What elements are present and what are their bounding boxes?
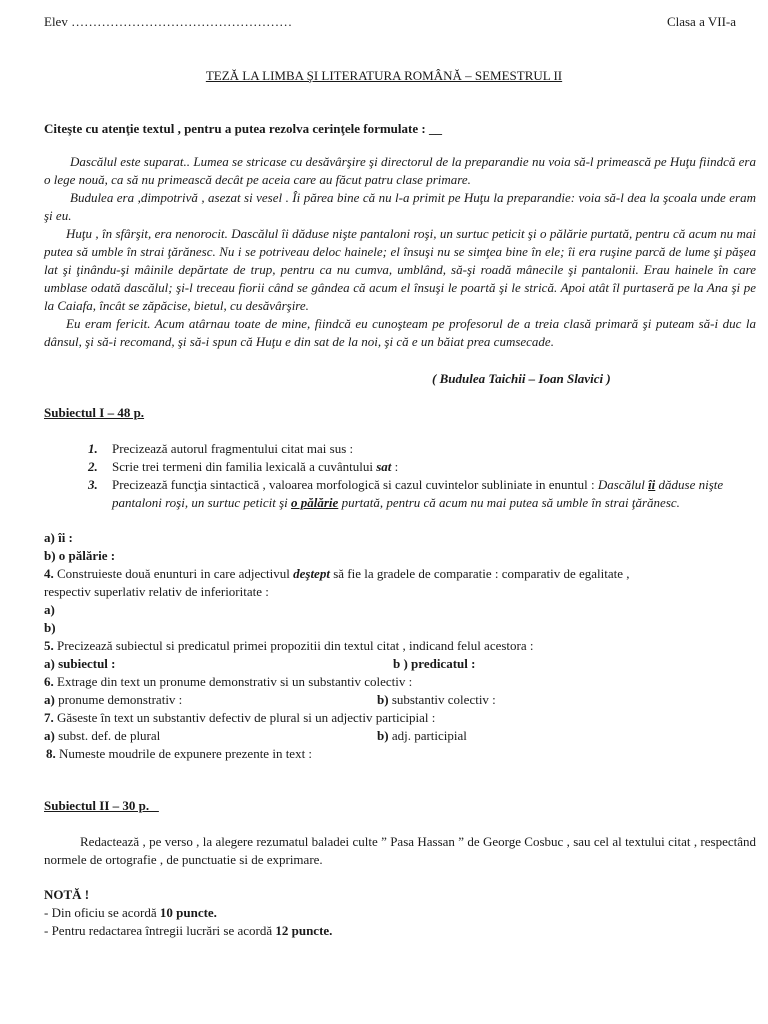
question-number: 3. (88, 477, 98, 492)
question-4-line-2: respectiv superlativ relativ de inferioritate : (44, 584, 269, 599)
answer-palarie-label: b) o pălărie : (44, 548, 116, 563)
question-7-answers (44, 727, 764, 745)
subject-answer-label: a) subiectul : (44, 656, 116, 671)
literary-text (44, 153, 756, 351)
answer-a-text: pronume demonstrativ : (54, 692, 183, 707)
predicate-answer-label: b ) predicatul : (393, 656, 476, 671)
text-paragraph-3: Huţu , în sfârşit, era nenorocit. Dascălul îi dăduse nişte pantaloni roşi, un surtuc peticit şi o pălărie purtată, pentru că acum nu mai putea să umble în strai ţărănesc. Nu i se potriveau deloc hainele; el însuşi nu se simţea bine în ele; îi era ruşine parcă de lume şi păşea lat şi ţinându-şi mâinile depărtate de trup, pentru ca nu cumva, umblând, să-şi roadă mânecile şi pantalonii. Erau hainele în care umblase odată dascălul; şi-l treceau fiorii când se gândea că acum el însuşi le poartă şi le strică. Apoi atât îl purtaseră pe la Ana şi pe la Caiafa, încât se zăpăcise, bietul, cu desăvârşire. (44, 226, 756, 313)
answer-b-label: b) (377, 728, 389, 743)
underlined-word-ii: îi (648, 477, 656, 492)
text-source: ( Budulea Taichii – Ioan Slavici ) (432, 371, 611, 386)
example-part: dăduse nişte pantaloni roşi, un surtuc peticit şi (112, 477, 724, 510)
section-2-heading: Subiectul II – 30 p. (44, 798, 159, 813)
text-paragraph-2: Budulea era ,dimpotrivă , asezat si vesel . Îi părea bine că nu l-a primit pe Huţu la preparandie: voia să-l dea la şcoala unde eram şi eu. (44, 190, 756, 223)
question-number: 2. (88, 459, 98, 474)
answer-ii-label: a) îi : (44, 530, 73, 545)
question-number: 8. (46, 746, 56, 761)
question-number: 1. (88, 441, 98, 456)
answer-b-text: substantiv colectiv : (388, 692, 496, 707)
question-5-answers (44, 655, 764, 673)
answer-a-text: subst. def. de plural (54, 728, 161, 743)
question-text: Precizează autorul fragmentului citat mai sus : (112, 441, 354, 456)
question-text: Găseste în text un substantiv defectiv de plural si un adjectiv participial : (53, 710, 436, 725)
question-text: Numeste moudrile de expunere prezente in text : (55, 746, 313, 761)
question-6 (44, 673, 764, 691)
question-1 (80, 440, 760, 458)
text-paragraph-1: Dascălul este suparat.. Lumea se stricase cu desăvârşire şi directorul de la preparandie nu voia să-l primească pe Huţu fiindcă era o lege nouă, ca să nu primească decât pe aceia care au făcut patru clase primare. (44, 154, 756, 187)
answer-b-label: b) (377, 692, 389, 707)
answer-b-label: b) (44, 620, 56, 635)
question-text: Precizează funcţia sintactică , valoarea morfologică si cazul cuvintelor subliniate in enuntul : (112, 477, 595, 492)
note-heading: NOTĂ ! (44, 887, 90, 902)
highlighted-word: sat (376, 459, 392, 474)
note-text: - Din oficiu se acordă (44, 905, 160, 920)
question-text-end: să fie la gradele de comparatie : comparativ de egalitate , (329, 566, 630, 581)
note-points: 12 puncte. (275, 923, 333, 938)
question-number: 6. (44, 674, 54, 689)
answer-a-label: a) (44, 692, 55, 707)
question-3 (80, 476, 760, 512)
text-paragraph-4: Eu eram fericit. Acum atârnau toate de mine, fiindcă eu cunoşteam pe profesorul de a treia clasă primară şi puteam să-i duc la dânsul, şi să-i recomand, şi să-i spun că Huţu e din sat de la noi, şi că e un băiat prea cumsecade. (44, 316, 756, 349)
question-text: Construieste două enunturi in care adjectivul (53, 566, 294, 581)
answer-a-label: a) (44, 602, 55, 617)
question-2 (80, 458, 760, 476)
note-line-2 (44, 922, 332, 940)
underlined-word-palarie: o pălărie (291, 495, 339, 510)
note-text: - Pentru redactarea întregii lucrări se acordă (44, 923, 276, 938)
questions-block (44, 529, 764, 763)
class-label: Clasa a VII-a (666, 14, 736, 29)
question-number: 7. (44, 710, 54, 725)
question-text: Extrage din text un pronume demonstrativ si un substantiv colectiv : (53, 674, 413, 689)
example-part: purtată, pentru că acum nu mai putea să umble în strai ţărănesc. (338, 495, 680, 510)
header (44, 13, 736, 31)
question-number: 4. (44, 566, 54, 581)
section-2-text: Redactează , pe verso , la alegere rezumatul baladei culte ” Pasa Hassan ” de George Cosbuc , sau cel al textului citat , respectând normele de ortografie , de punctuatie si de exprimare. (44, 834, 756, 867)
example-part: Dascălul (597, 477, 649, 492)
answer-b-text: adj. participial (388, 728, 467, 743)
answer-a-label: a) (44, 728, 55, 743)
question-6-answers (44, 691, 764, 709)
note-line-1 (44, 904, 332, 922)
note-points: 10 puncte. (159, 905, 217, 920)
highlighted-word: deştept (293, 566, 330, 581)
questions-list (80, 440, 760, 512)
question-text: Scrie trei termeni din familia lexicală a cuvântului (112, 459, 377, 474)
question-7 (44, 709, 764, 727)
student-name-field: Elev …………………………………………… (44, 14, 293, 29)
reading-instruction: Citeşte cu atenţie textul , pentru a putea rezolva cerinţele formulate : __ (44, 121, 442, 136)
question-4 (44, 565, 764, 583)
section-1-heading: Subiectul I – 48 p. (44, 405, 145, 420)
question-text: Precizează subiectul si predicatul primei propozitii din textul citat , indicand felul acestora : (53, 638, 534, 653)
exam-title: TEZĂ LA LIMBA ŞI LITERATURA ROMÂNĂ – SEMESTRUL II (205, 68, 563, 83)
question-8 (44, 745, 764, 763)
question-5 (44, 637, 764, 655)
question-number: 5. (44, 638, 54, 653)
note-block (44, 886, 332, 940)
question-text-end: : (391, 459, 399, 474)
